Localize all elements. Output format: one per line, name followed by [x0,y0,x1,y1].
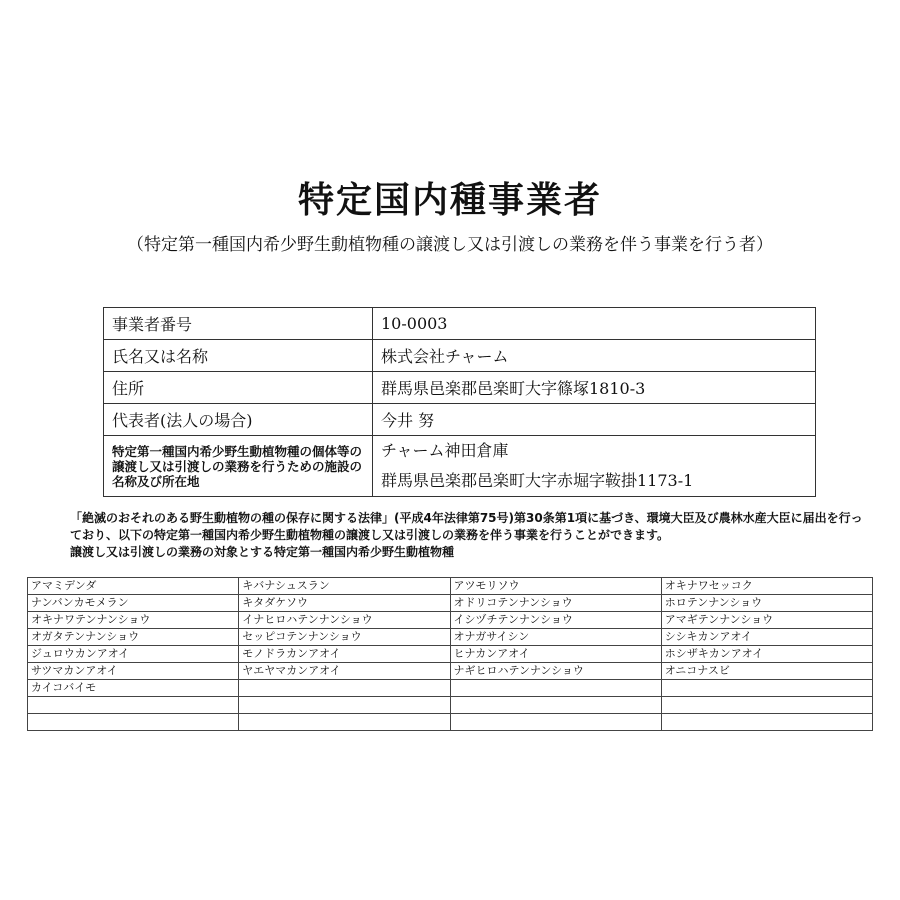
table-row [104,340,816,372]
species-cell: イナヒロハテンナンショウ [239,612,450,629]
table-row [28,680,873,697]
species-cell: アマギテンナンショウ [661,612,872,629]
species-cell: ナンバンカモメラン [28,595,239,612]
species-cell: オニコナスビ [661,663,872,680]
legal-notice [70,510,870,561]
species-list-heading: 譲渡し又は引渡しの業務の対象とする特定第一種国内希少野生動植物種 [70,545,455,559]
species-cell [28,697,239,714]
table-row [28,578,873,595]
species-cell: モノドラカンアオイ [239,646,450,663]
page-subtitle: （特定第一種国内希少野生動植物種の譲渡し又は引渡しの業務を伴う事業を行う者） [127,235,773,255]
species-cell [661,697,872,714]
species-cell: サツマカンアオイ [28,663,239,680]
species-cell: オドリコテンナンショウ [450,595,661,612]
info-label: 特定第一種国内希少野生動植物種の個体等の譲渡し又は引渡しの業務を行うための施設の名称及び所在地 [104,436,373,497]
species-cell [450,714,661,731]
species-cell: ナギヒロハテンナンショウ [450,663,661,680]
species-cell: イシヅチテンナンショウ [450,612,661,629]
species-cell: ジュロウカンアオイ [28,646,239,663]
species-cell: ホロテンナンショウ [661,595,872,612]
legal-notice-text: 「絶滅のおそれのある野生動植物の種の保存に関する法律」(平成4年法律第75号)第30条第1項に基づき、環境大臣及び農林水産大臣に届出を行っており、以下の特定第一種国内希少野生動植物種の譲渡し又は引渡しの業務を伴う事業を行うことができます。 [70,511,863,542]
species-cell [239,714,450,731]
species-cell: オナガサイシン [450,629,661,646]
page-title: 特定国内種事業者 [297,180,602,221]
species-cell: オガタテンナンショウ [28,629,239,646]
info-value: 10-0003 [373,308,816,340]
table-row [104,436,816,497]
species-cell [239,697,450,714]
info-value: 今井 努 [373,404,816,436]
table-row [104,372,816,404]
species-table [27,577,873,731]
table-row [28,714,873,731]
species-cell [661,680,872,697]
table-row [104,404,816,436]
species-cell [450,680,661,697]
info-value [373,436,816,497]
species-cell [239,680,450,697]
species-cell: カイコバイモ [28,680,239,697]
info-value: 群馬県邑楽郡邑楽町大字篠塚1810-3 [373,372,816,404]
species-cell: アツモリソウ [450,578,661,595]
table-row [28,646,873,663]
species-cell: ホシザキカンアオイ [661,646,872,663]
species-cell: オキナワセッコク [661,578,872,595]
table-row [28,612,873,629]
info-label: 代表者(法人の場合) [104,404,373,436]
business-info-table [103,307,816,497]
table-row [28,663,873,680]
info-label: 事業者番号 [104,308,373,340]
facility-name: チャーム神田倉庫 [381,441,509,460]
species-cell: オキナワテンナンショウ [28,612,239,629]
species-cell: ヤエヤマカンアオイ [239,663,450,680]
species-cell: キタダケソウ [239,595,450,612]
species-cell: セッピコテンナンショウ [239,629,450,646]
species-cell [661,714,872,731]
species-cell: アマミデンダ [28,578,239,595]
species-cell: ヒナカンアオイ [450,646,661,663]
table-row [28,595,873,612]
species-cell [28,714,239,731]
facility-address: 群馬県邑楽郡邑楽町大字赤堀字鞍掛1173-1 [381,471,694,490]
table-row [28,697,873,714]
species-cell [450,697,661,714]
info-label: 氏名又は名称 [104,340,373,372]
info-label: 住所 [104,372,373,404]
table-row [28,629,873,646]
table-row [104,308,816,340]
info-value: 株式会社チャーム [373,340,816,372]
species-cell: キバナシュスラン [239,578,450,595]
species-cell: シシキカンアオイ [661,629,872,646]
